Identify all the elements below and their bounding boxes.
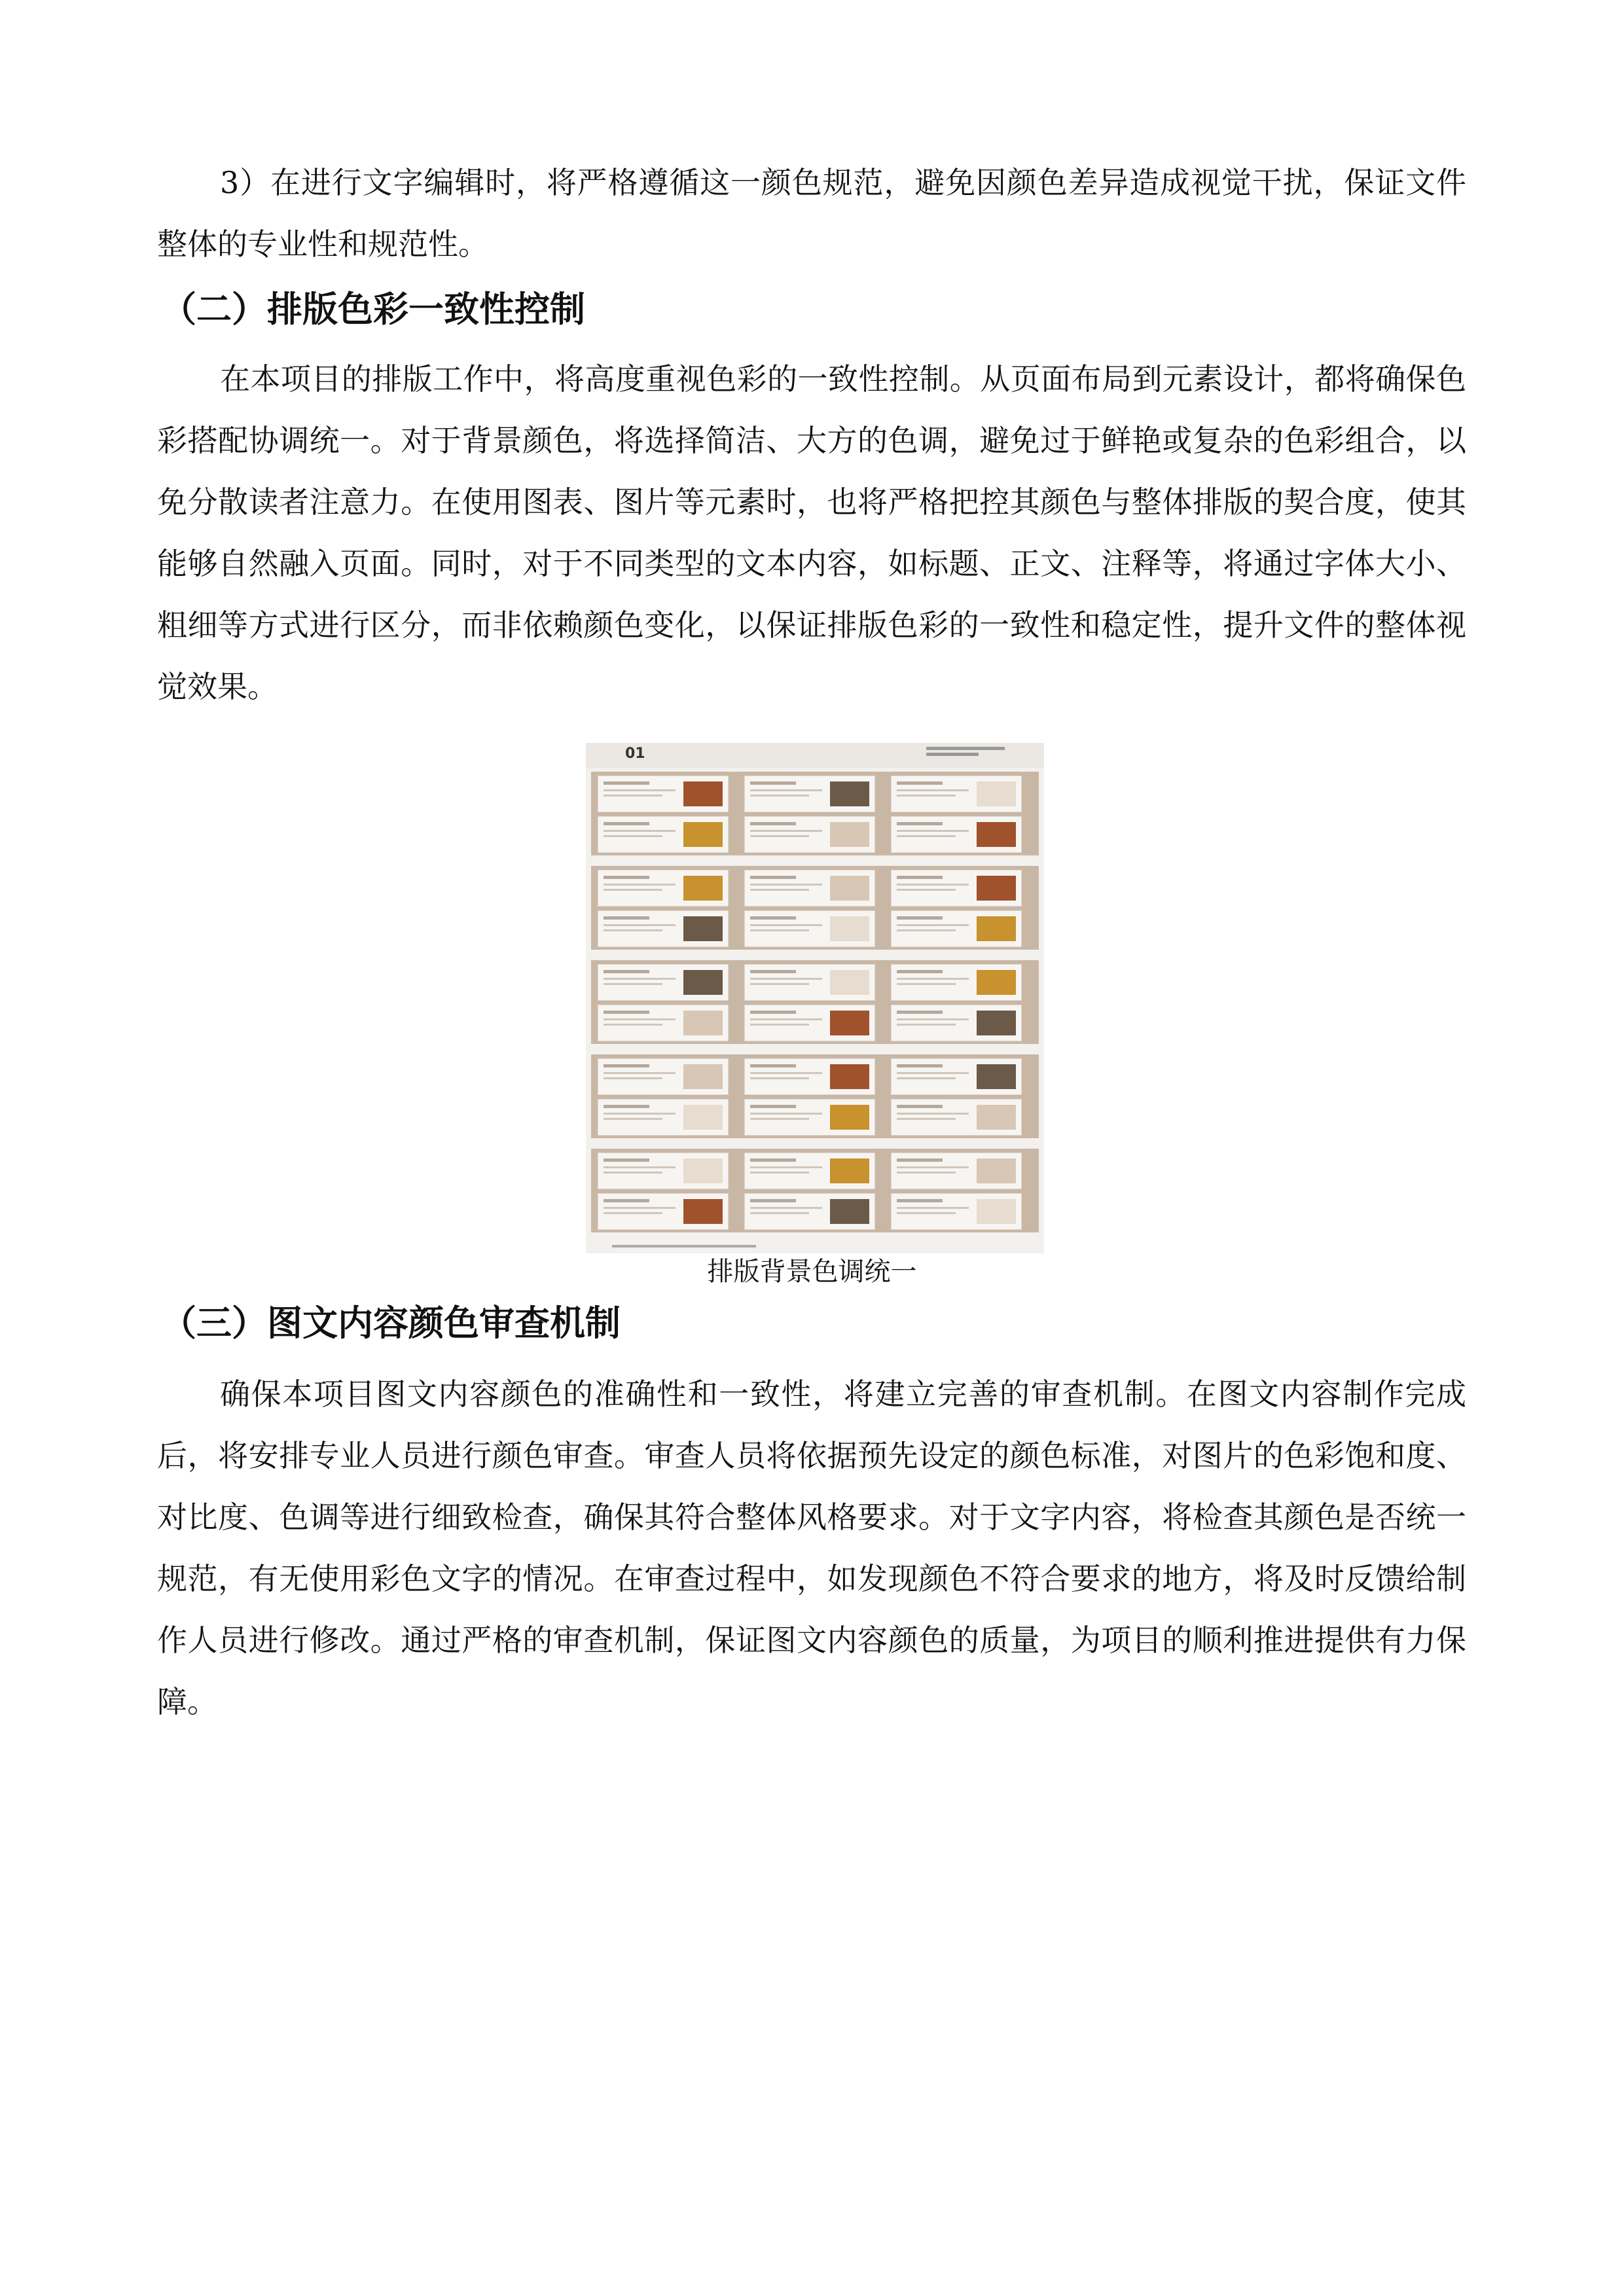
figure-caption: 排版背景色调统一	[707, 1257, 917, 1287]
slide-row	[591, 772, 1039, 855]
heading-layout-color-consistency: （二）排版色彩一致性控制	[161, 289, 585, 330]
slide-thumbnail	[598, 1058, 729, 1095]
slide-thumbnail	[744, 816, 875, 853]
slide-thumbnail	[891, 776, 1022, 812]
slide-thumbnail	[598, 1193, 729, 1230]
slide-thumbnail	[891, 816, 1022, 853]
figure-header	[586, 743, 1044, 768]
slide-thumbnail	[744, 910, 875, 947]
slide-row	[591, 1149, 1039, 1232]
slide-thumbnail	[598, 1005, 729, 1041]
slide-thumbnail	[744, 1005, 875, 1041]
figure-title-lines	[926, 744, 1005, 752]
slide-thumbnail	[744, 964, 875, 1001]
paragraph-color-rule: 3）在进行文字编辑时，将严格遵循这一颜色规范，避免因颜色差异造成视觉干扰，保证文件整体的专业性和规范性。	[157, 165, 1466, 262]
slide-thumbnail	[891, 910, 1022, 947]
slide-thumbnail	[598, 776, 729, 812]
slide-thumbnail	[744, 1193, 875, 1230]
slide-thumbnail	[598, 964, 729, 1001]
slide-thumbnail	[891, 1058, 1022, 1095]
slide-thumbnail	[744, 1058, 875, 1095]
slide-thumbnail	[744, 1099, 875, 1136]
figure-number: 01	[625, 745, 645, 762]
slide-thumbnail	[891, 870, 1022, 906]
slide-thumbnail	[891, 1193, 1022, 1230]
slide-thumbnail	[598, 910, 729, 947]
paragraph-color-review: 确保本项目图文内容颜色的准确性和一致性，将建立完善的审查机制。在图文内容制作完成后，将安排专业人员进行颜色审查。审查人员将依据预先设定的颜色标准，对图片的色彩饱和度、对比度、色调等进行细致检查，确保其符合整体风格要求。对于文字内容，将检查其颜色是否统一规范，有无使用彩色文字的情况。在审查过程中，如发现颜色不符合要求的地方，将及时反馈给制作人员进行修改。通过严格的审查机制，保证图文内容颜色的质量，为项目的顺利推进提供有力保障。	[157, 1376, 1466, 1719]
paragraph-layout-color: 在本项目的排版工作中，将高度重视色彩的一致性控制。从页面布局到元素设计，都将确保色彩搭配协调统一。对于背景颜色，将选择简洁、大方的色调，避免过于鲜艳或复杂的色彩组合，以免分散读者注意力。在使用图表、图片等元素时，也将严格把控其颜色与整体排版的契合度，使其能够自然融入页面。同时，对于不同类型的文本内容，如标题、正文、注释等，将通过字体大小、粗细等方式进行区分，而非依赖颜色变化，以保证排版色彩的一致性和稳定性，提升文件的整体视觉效果。	[157, 361, 1466, 704]
slide-thumbnail	[744, 776, 875, 812]
heading-color-review: （三）图文内容颜色审查机制	[161, 1302, 621, 1344]
slide-thumbnail	[598, 1099, 729, 1136]
slide-thumbnail	[598, 870, 729, 906]
slide-thumbnail	[891, 1099, 1022, 1136]
figure-footer	[586, 1239, 1044, 1253]
slide-thumbnail	[891, 1153, 1022, 1189]
slide-thumbnail	[744, 1153, 875, 1189]
layout-color-figure	[586, 743, 1044, 1253]
slide-row	[591, 1054, 1039, 1138]
slide-thumbnail	[598, 1153, 729, 1189]
slide-row	[591, 866, 1039, 950]
slide-thumbnail	[891, 964, 1022, 1001]
slide-thumbnail	[744, 870, 875, 906]
slide-row	[591, 960, 1039, 1044]
slide-thumbnail	[598, 816, 729, 853]
slide-thumbnail	[891, 1005, 1022, 1041]
